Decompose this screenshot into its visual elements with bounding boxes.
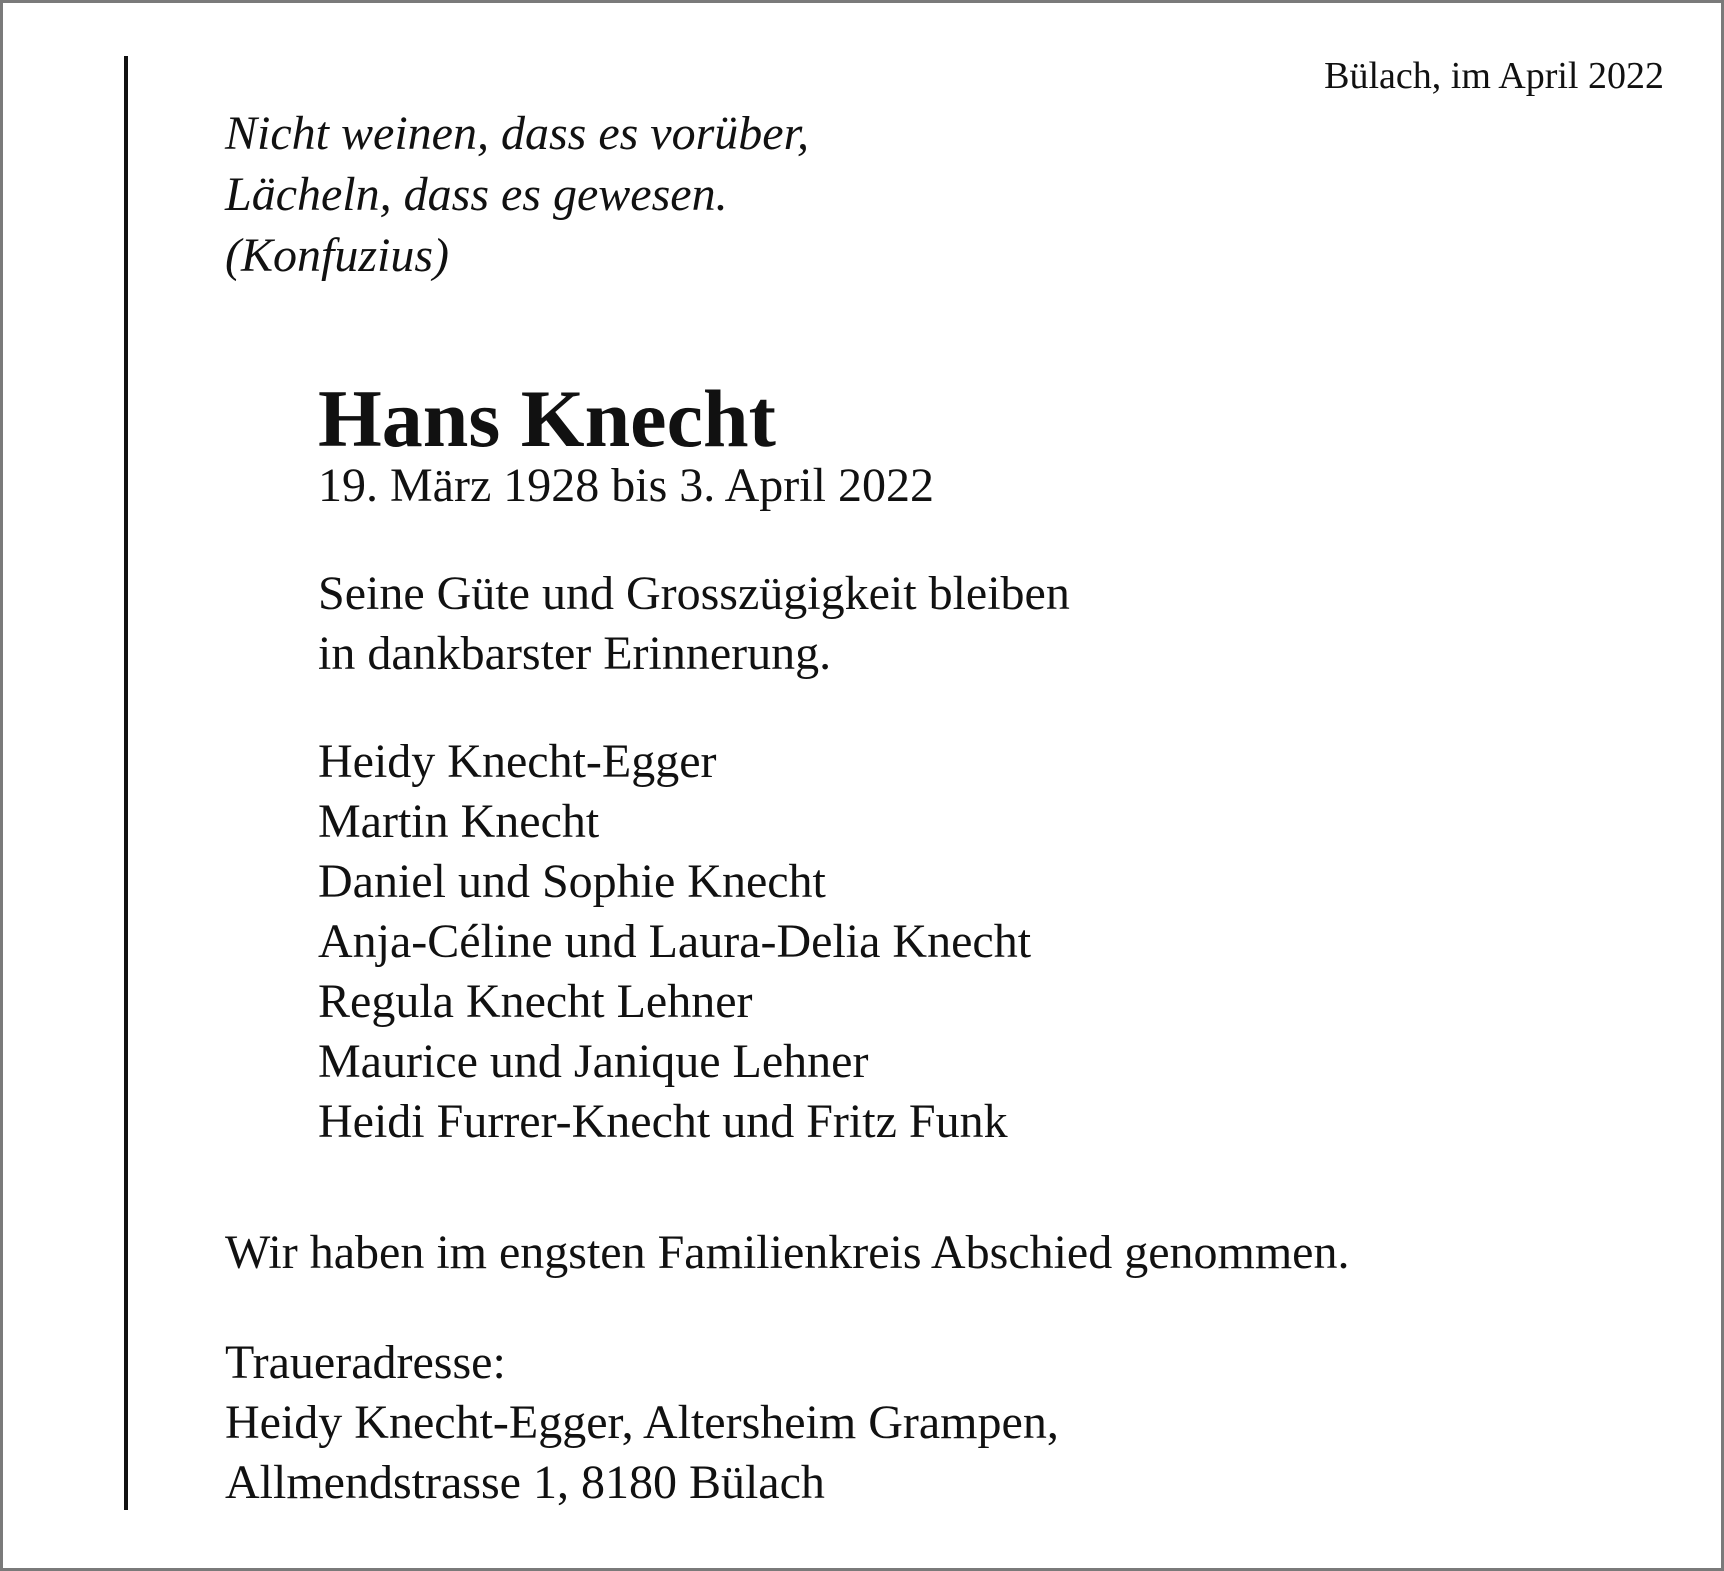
quote-line: Nicht weinen, dass es vorüber,	[225, 107, 809, 160]
quote-line: Lächeln, dass es gewesen.	[225, 168, 728, 221]
tribute-line: Seine Güte und Grosszügigkeit bleiben	[318, 567, 1070, 620]
mourner-name: Daniel und Sophie Knecht	[318, 855, 826, 908]
farewell-statement: Wir haben im engsten Familienkreis Abschied genommen.	[225, 1226, 1350, 1279]
tribute-text	[318, 564, 1070, 684]
mourner-name: Heidi Furrer-Knecht und Fritz Funk	[318, 1095, 1008, 1148]
mourner-name: Regula Knecht Lehner	[318, 975, 753, 1028]
mourner-name: Heidy Knecht-Egger	[318, 735, 717, 788]
place-date: Bülach, im April 2022	[1324, 55, 1664, 97]
mourning-address	[225, 1333, 1059, 1513]
address-label: Traueradresse:	[225, 1336, 506, 1389]
address-line: Heidy Knecht-Egger, Altersheim Grampen,	[225, 1396, 1059, 1449]
deceased-name: Hans Knecht	[318, 373, 776, 464]
life-dates: 19. März 1928 bis 3. April 2022	[318, 459, 934, 512]
vertical-rule	[124, 56, 128, 1510]
tribute-line: in dankbarster Erinnerung.	[318, 627, 832, 680]
mourner-name: Martin Knecht	[318, 795, 600, 848]
mourners-list	[318, 732, 1031, 1152]
mourner-name: Anja-Céline und Laura-Delia Knecht	[318, 915, 1032, 968]
quote	[225, 103, 809, 286]
mourner-name: Maurice und Janique Lehner	[318, 1035, 869, 1088]
address-line: Allmendstrasse 1, 8180 Bülach	[225, 1456, 825, 1509]
quote-author: (Konfuzius)	[225, 229, 450, 282]
